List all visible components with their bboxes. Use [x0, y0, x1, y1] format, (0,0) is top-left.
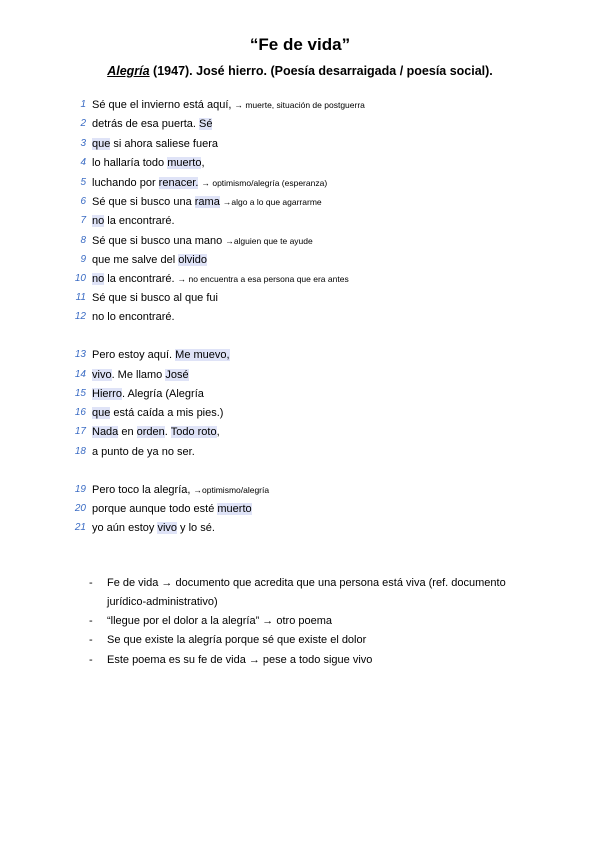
- verse-text: está caída a mis pies.): [110, 407, 224, 419]
- verse-text: Pero estoy aquí.: [92, 349, 176, 361]
- highlighted-word: vivo: [157, 522, 177, 534]
- annotation: → optimismo/alegría (esperanza): [201, 178, 328, 188]
- line-number: 5: [80, 177, 86, 188]
- line-text: [92, 212, 175, 230]
- line-number: 3: [80, 138, 86, 149]
- line-number: 7: [80, 215, 86, 226]
- line-text: [92, 154, 205, 172]
- line-number: 11: [75, 292, 86, 303]
- subtitle-rest: (1947). José hierro. (Poesía desarraigada / poesía social).: [149, 64, 493, 78]
- verse-text: en: [118, 426, 137, 438]
- line-text: [92, 308, 175, 326]
- line-text: [92, 251, 207, 269]
- verse-text: . Alegría (Alegría: [121, 388, 204, 400]
- line-number: 6: [80, 196, 86, 207]
- line-text: [92, 443, 195, 461]
- line-text: [92, 366, 189, 384]
- note-text: Se que existe la alegría porque sé que existe el dolor: [107, 634, 367, 646]
- line-number: 15: [74, 388, 86, 399]
- highlighted-word: renacer.: [158, 177, 199, 189]
- highlighted-word: José: [165, 369, 189, 381]
- line-text: [92, 193, 322, 211]
- line-number: 16: [74, 407, 86, 418]
- annotation: → no encuentra a esa persona que era antes: [177, 274, 349, 284]
- bullet-dash: -: [89, 577, 93, 589]
- line-text: [92, 519, 215, 537]
- line-text: [92, 423, 220, 441]
- line-number: 13: [74, 349, 86, 360]
- annotation: → muerte, situación de postguerra: [234, 100, 365, 110]
- line-text: [92, 481, 269, 499]
- verse-text: detrás de esa puerta.: [92, 118, 200, 130]
- line-number: 8: [80, 235, 86, 246]
- verse-text: y lo sé.: [177, 522, 215, 534]
- highlighted-word: olvido: [178, 254, 207, 266]
- line-number: 10: [74, 273, 86, 284]
- highlighted-word: vivo: [92, 369, 112, 381]
- highlighted-word: muerto: [167, 157, 202, 169]
- verse-text: luchando por: [92, 177, 159, 189]
- line-number: 9: [80, 254, 86, 265]
- annotation: →optimismo/alegría: [193, 485, 270, 495]
- line-text: [92, 174, 327, 192]
- highlighted-word: orden: [136, 426, 165, 438]
- line-number: 19: [74, 484, 86, 495]
- verse-text: a punto de ya no ser.: [92, 446, 195, 458]
- verse-text: Sé que si busco al que fui: [92, 292, 218, 304]
- verse-text: Sé que si busco una: [92, 196, 195, 208]
- line-text: [92, 500, 252, 518]
- line-number: 17: [74, 426, 86, 437]
- line-text: [92, 270, 349, 288]
- line-number: 18: [74, 446, 86, 457]
- highlighted-word: no: [92, 215, 105, 227]
- highlighted-word: muerto: [217, 503, 252, 515]
- highlighted-word: Sé: [199, 118, 213, 130]
- work-title: Alegría: [107, 64, 150, 78]
- verse-text: porque aunque todo esté: [92, 503, 218, 515]
- note-text: “llegue por el dolor a la alegría” → otro poema: [107, 615, 333, 627]
- note-text: Fe de vida → documento que acredita que una persona está viva (ref. documento jurídico-administrativo): [107, 577, 506, 608]
- line-text: [92, 115, 212, 133]
- line-text: [92, 96, 365, 114]
- line-number: 21: [74, 522, 86, 533]
- verse-text: . Me llamo: [111, 369, 166, 381]
- verse-text: .: [164, 426, 171, 438]
- highlighted-word: Me muevo,: [175, 349, 230, 361]
- line-number: 20: [74, 503, 86, 514]
- annotation: →algo a lo que agarrarme: [222, 197, 322, 207]
- highlighted-word: que: [92, 138, 111, 150]
- line-text: [92, 232, 313, 250]
- page-title: “Fe de vida”: [249, 35, 351, 54]
- verse-text: no lo encontraré.: [92, 311, 175, 323]
- verse-text: ,: [216, 426, 220, 438]
- highlighted-word: Nada: [92, 426, 119, 438]
- line-number: 1: [80, 99, 86, 110]
- line-text: [92, 404, 223, 422]
- annotation: →alguien que te ayude: [225, 236, 313, 246]
- verse-text: lo hallaría todo: [92, 157, 168, 169]
- verse-text: Sé que el invierno está aquí,: [92, 99, 235, 111]
- verse-text: Pero toco la alegría,: [92, 484, 194, 496]
- verse-text: que me salve del: [92, 254, 179, 266]
- highlighted-word: no: [92, 273, 105, 285]
- verse-text: si ahora saliese fuera: [110, 138, 218, 150]
- line-text: [92, 289, 218, 307]
- line-number: 2: [80, 118, 86, 129]
- highlighted-word: que: [92, 407, 111, 419]
- line-number: 12: [74, 311, 86, 322]
- verse-text: ,: [201, 157, 205, 169]
- line-number: 14: [74, 369, 86, 380]
- bullet-dash: -: [89, 615, 93, 627]
- line-text: [92, 135, 218, 153]
- verse-text: la encontraré.: [104, 273, 178, 285]
- note-text: Este poema es su fe de vida → pese a todo sigue vivo: [107, 654, 373, 666]
- highlighted-word: rama: [194, 196, 220, 208]
- bullet-dash: -: [89, 654, 93, 666]
- line-text: [92, 346, 230, 364]
- highlighted-word: Todo roto: [170, 426, 217, 438]
- page-subtitle: [0, 64, 600, 78]
- verse-text: yo aún estoy: [92, 522, 158, 534]
- verse-text: Sé que si busco una mano: [92, 235, 226, 247]
- highlighted-word: Hierro: [92, 388, 122, 400]
- bullet-dash: -: [89, 634, 93, 646]
- verse-text: la encontraré.: [104, 215, 175, 227]
- line-text: [92, 385, 204, 403]
- line-number: 4: [80, 157, 86, 168]
